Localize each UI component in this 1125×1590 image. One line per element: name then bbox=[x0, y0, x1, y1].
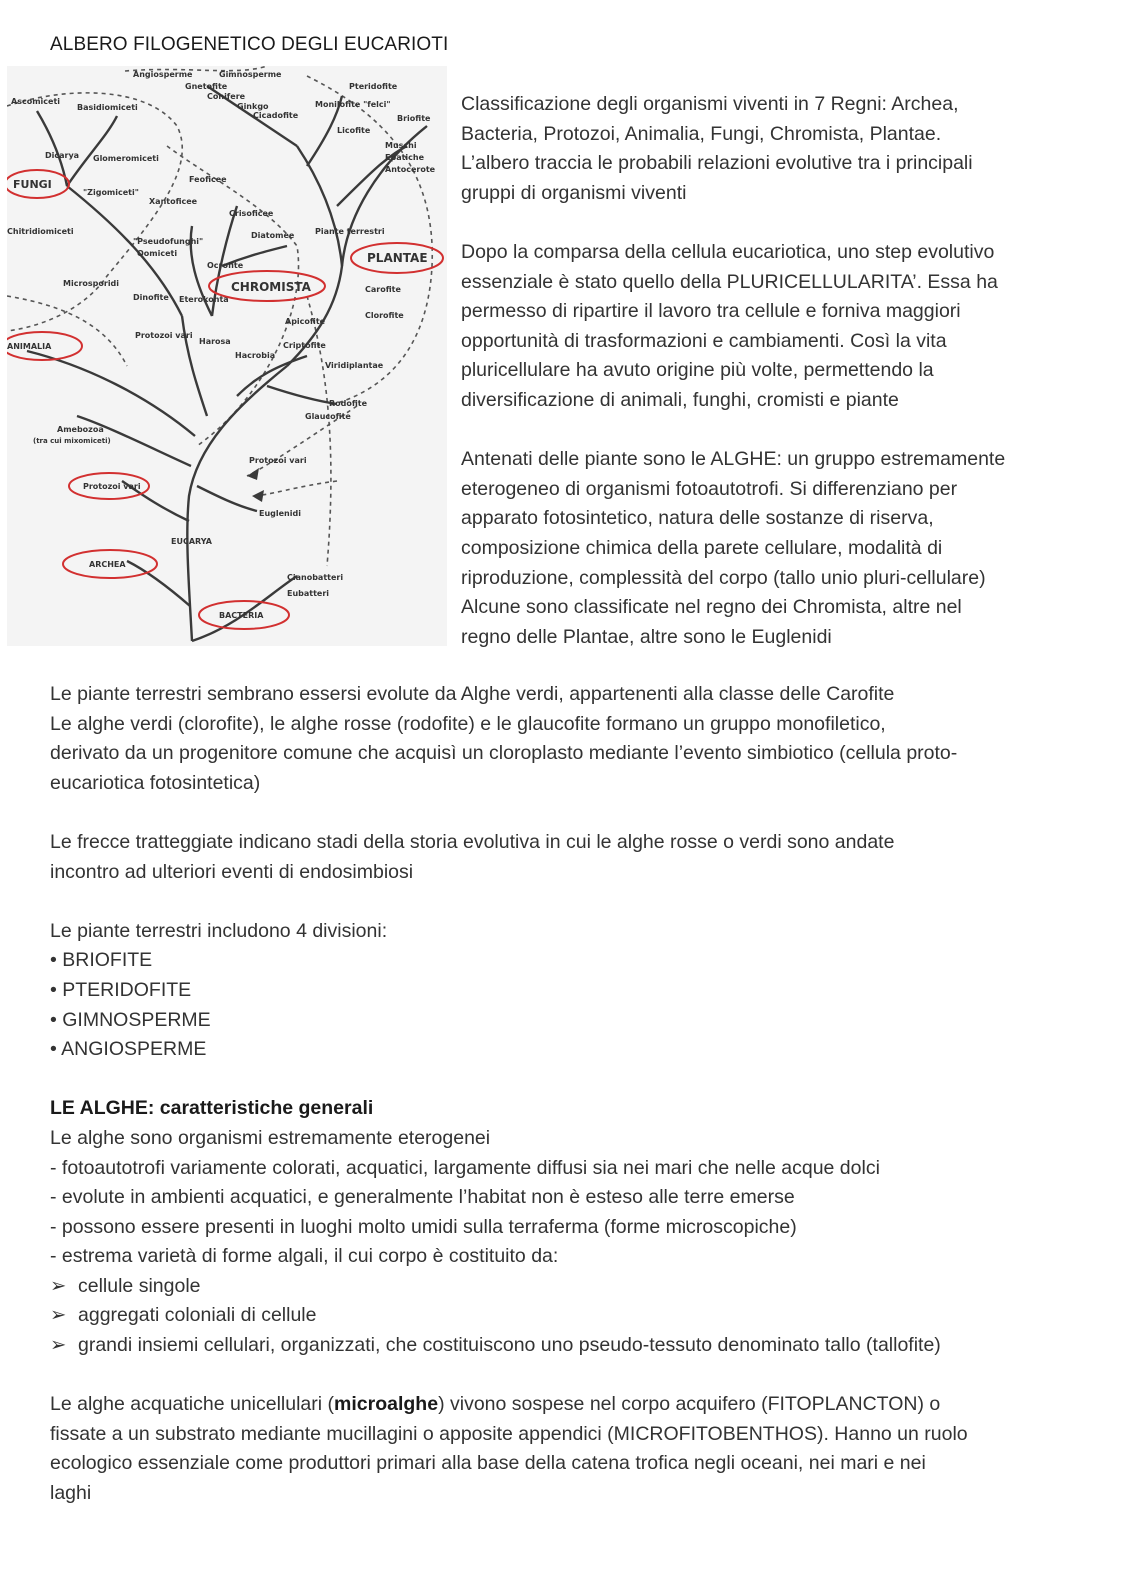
label-xantoficee: Xantoficee bbox=[149, 197, 198, 206]
label-protozoi-vari-mid: Protozoi vari bbox=[249, 456, 307, 465]
label-conifere: Conifere bbox=[207, 92, 246, 101]
label-muschi: Muschi bbox=[385, 141, 417, 150]
section-alghe bbox=[50, 1094, 1090, 1360]
division-item: • BRIOFITE bbox=[50, 949, 153, 972]
intro-alghe bbox=[461, 445, 1081, 652]
label-glaucofite: Glaucofite bbox=[305, 412, 351, 421]
label-microsporidi: Microsporidi bbox=[63, 279, 120, 288]
text-line: fissate a un substrato mediante mucillagini o apposite appendici (MICROFITOBENTHOS). Hanno un ruolo bbox=[50, 1422, 968, 1445]
text-line: Dopo la comparsa della cellula eucariotica, uno step evolutivo bbox=[461, 240, 995, 263]
text-line: Le frecce tratteggiate indicano stadi della storia evolutiva in cui le alghe rosse o verdi sono andate bbox=[50, 830, 895, 853]
text-line bbox=[50, 1390, 1090, 1420]
label-ascomiceti: Ascomiceti bbox=[11, 97, 61, 106]
arrow-head-2 bbox=[252, 490, 264, 502]
label-apicofite: Apicofite bbox=[285, 317, 326, 326]
label-pteridofite: Pteridofite bbox=[349, 82, 398, 91]
label-amebozoa-sub: (tra cui mixomiceti) bbox=[33, 437, 111, 445]
label-oomiceti: Oomiceti bbox=[137, 249, 178, 258]
label-amebozoa: Amebozoa bbox=[57, 425, 104, 434]
label-animalia: ANIMALIA bbox=[7, 342, 52, 351]
branch-euglenidi bbox=[197, 486, 257, 511]
text-line: composizione chimica della parete cellulare, modalità di bbox=[461, 536, 943, 559]
label-carofite: Carofite bbox=[365, 285, 401, 294]
text-line: incontro ad ulteriori eventi di endosimbiosi bbox=[50, 860, 414, 883]
label-chitridiomiceti: Chitridiomiceti bbox=[7, 227, 74, 236]
text-line: opportunità di trasformazioni e cambiamenti. Così la vita bbox=[461, 329, 947, 352]
label-zigomiceti: "Zigomiceti" bbox=[83, 188, 139, 197]
text-line: regno delle Plantae, altre sono le Euglenidi bbox=[461, 625, 832, 648]
text-line: riproduzione, complessità del corpo (tallo unio pluri-cellulare) bbox=[461, 566, 986, 589]
text-line: permesso di ripartire il lavoro tra cellule e forniva maggiori bbox=[461, 300, 961, 323]
label-diatomee: Diatomee bbox=[251, 231, 295, 240]
label-dinofite: Dinofite bbox=[133, 293, 169, 302]
arrow-item-text: aggregati coloniali di cellule bbox=[78, 1304, 317, 1327]
text-line: Bacteria, Protozoi, Animalia, Fungi, Chromista, Plantae. bbox=[461, 122, 942, 145]
arrow-bullet-icon: ➢ bbox=[50, 1274, 67, 1297]
arrow-item-text: grandi insiemi cellulari, organizzati, che costituiscono uno pseudo-tessuto denominato tallo (tallofite) bbox=[78, 1334, 941, 1357]
arrow-head-1 bbox=[247, 468, 259, 480]
intro-classification bbox=[461, 90, 1081, 208]
label-cicadofite: Cicadofite bbox=[253, 111, 299, 120]
label-clorofite: Clorofite bbox=[365, 311, 404, 320]
label-criptofite: Criptofite bbox=[283, 341, 326, 350]
text-line: ecologico essenziale come produttori primari alla base della catena trofica negli oceani, nei mari e nei bbox=[50, 1452, 926, 1475]
arrow-bullet-icon: ➢ bbox=[50, 1304, 67, 1327]
label-archea: ARCHEA bbox=[89, 560, 126, 569]
text-line: Classificazione degli organismi viventi in 7 Regni: Archea, bbox=[461, 93, 959, 115]
dash-item: - evolute in ambienti acquatici, e generalmente l’habitat non è esteso alle terre emerse bbox=[50, 1186, 795, 1209]
label-rodofite: Rodofite bbox=[329, 399, 368, 408]
text-line: eterogeneo di organismi fotoautotrofi. Si differenziano per bbox=[461, 477, 958, 500]
label-basidiomiceti: Basidiomiceti bbox=[77, 103, 138, 112]
branch-land-plants bbox=[297, 146, 342, 266]
label-gnetofite: Gnetofite bbox=[185, 82, 228, 91]
label-feoficee: Feoficee bbox=[189, 175, 227, 184]
text-line: derivato da un progenitore comune che acquisì un cloroplasto mediante l’evento simbiotico (cellula proto- bbox=[50, 742, 958, 765]
label-ginkgo: Ginkgo bbox=[237, 102, 269, 111]
label-harosa: Harosa bbox=[199, 337, 231, 346]
body-text bbox=[50, 680, 1090, 1538]
arrow-dashed-1 bbox=[307, 296, 331, 566]
label-protozoi-vari-circled: Protozoi vari bbox=[83, 482, 141, 491]
label-fungi: FUNGI bbox=[13, 178, 52, 191]
paragraph-divisions bbox=[50, 917, 1090, 1065]
label-epatiche: Epatiche bbox=[385, 153, 425, 162]
branch-rodofite bbox=[267, 386, 337, 404]
divisions-intro: Le piante terrestri includono 4 divisioni: bbox=[50, 919, 388, 942]
label-dicarya: Dicarya bbox=[45, 151, 80, 160]
page-title: ALBERO FILOGENETICO DEGLI EUCARIOTI bbox=[50, 34, 449, 55]
text-line: essenziale è stato quello della PLURICELLULARITA’. Essa ha bbox=[461, 270, 998, 293]
label-eubatteri: Eubatteri bbox=[287, 589, 330, 598]
text-line: pluricellulare ha avuto origine più volte, permettendo la bbox=[461, 359, 934, 382]
label-cianobatteri: Cianobatteri bbox=[287, 573, 344, 582]
label-viridiplantae: Viridiplantae bbox=[325, 361, 384, 370]
text-line: Le alghe verdi (clorofite), le alghe rosse (rodofite) e le glaucofite formano un gruppo monofiletico, bbox=[50, 712, 886, 735]
label-licofite: Licofite bbox=[337, 126, 371, 135]
division-item: • GIMNOSPERME bbox=[50, 1008, 211, 1031]
text-fragment: ) vivono sospese nel corpo acquifero (FITOPLANCTON) o bbox=[438, 1393, 941, 1416]
arrow-item-text: cellule singole bbox=[78, 1274, 201, 1297]
label-eterokonta: Eterokonta bbox=[179, 295, 229, 304]
label-briofite: Briofite bbox=[397, 114, 431, 123]
label-euglenidi: Euglenidi bbox=[259, 509, 301, 518]
text-line: diversificazione di animali, funghi, cromisti e piante bbox=[461, 388, 899, 411]
dash-item: - possono essere presenti in luoghi molto umidi sulla terraferma (forme microscopiche) bbox=[50, 1215, 797, 1238]
arrow-dashed-3 bbox=[252, 481, 337, 496]
label-ocrofite: Ocrofite bbox=[207, 261, 244, 270]
arrow-bullet-icon: ➢ bbox=[50, 1334, 67, 1357]
label-protozoi-vari-top: Protozoi vari bbox=[135, 331, 193, 340]
text-line: Alcune sono classificate nel regno dei Chromista, altre nel bbox=[461, 596, 962, 619]
arrow-item bbox=[50, 1331, 1090, 1361]
label-hacrobia: Hacrobia bbox=[235, 351, 276, 360]
label-gimnosperme: Gimnosperme bbox=[219, 70, 282, 79]
dash-item: - estrema varietà di forme algali, il cui corpo è costituito da: bbox=[50, 1245, 559, 1268]
branch-archea bbox=[127, 561, 190, 606]
dash-item: - fotoautotrofi variamente colorati, acquatici, largamente diffusi sia nei mari che nelle acque dolci bbox=[50, 1156, 880, 1179]
label-monilofite: Monilofite "felci" bbox=[315, 100, 391, 109]
division-item: • PTERIDOFITE bbox=[50, 978, 192, 1001]
paragraph-microalghe bbox=[50, 1390, 1090, 1508]
branch-hacrobia bbox=[237, 356, 307, 396]
phylogenetic-tree-diagram bbox=[7, 66, 447, 646]
label-pseudofunghi: "Pseudofunghi" bbox=[133, 237, 204, 246]
text-line: gruppi di organismi viventi bbox=[461, 181, 687, 204]
text-line: Le piante terrestri sembrano essersi evolute da Alghe verdi, appartenenti alla classe delle Carofite bbox=[50, 683, 895, 705]
paragraph-carofite bbox=[50, 680, 1090, 798]
label-glomeromiceti: Glomeromiceti bbox=[93, 154, 159, 163]
text-line: apparato fotosintetico, natura delle sostanze di riserva, bbox=[461, 507, 934, 530]
label-eucarya: EUCARYA bbox=[171, 537, 212, 546]
paragraph-frecce bbox=[50, 828, 1090, 887]
arrow-item bbox=[50, 1301, 1090, 1331]
text-line: eucariotica fotosintetica) bbox=[50, 771, 261, 794]
microsporidi-boundary bbox=[7, 296, 127, 366]
label-plantae: PLANTAE bbox=[367, 251, 428, 265]
intro-text bbox=[461, 90, 1081, 682]
arrow-item bbox=[50, 1272, 1090, 1302]
label-angiosperme: Angiosperme bbox=[133, 70, 193, 79]
label-chromista: CHROMISTA bbox=[231, 280, 311, 294]
text-fragment-bold: microalghe bbox=[334, 1393, 439, 1416]
text-line: L’albero traccia le probabili relazioni evolutive tra i principali bbox=[461, 152, 973, 175]
text-line: Antenati delle piante sono le ALGHE: un gruppo estremamente bbox=[461, 448, 1006, 471]
label-crisoficee: Crisoficee bbox=[229, 209, 274, 218]
section-heading: LE ALGHE: caratteristiche generali bbox=[50, 1097, 374, 1120]
branch-animalia bbox=[27, 351, 195, 436]
label-piante-terrestri: Piante terrestri bbox=[315, 227, 385, 236]
text-line: Le alghe sono organismi estremamente eterogenei bbox=[50, 1126, 491, 1149]
text-line: laghi bbox=[50, 1482, 92, 1505]
text-fragment: Le alghe acquatiche unicellulari ( bbox=[50, 1393, 335, 1416]
label-antocerote: Antocerote bbox=[385, 165, 436, 174]
division-item: • ANGIOSPERME bbox=[50, 1038, 207, 1061]
label-bacteria: BACTERIA bbox=[219, 611, 264, 620]
intro-pluricellularity bbox=[461, 238, 1081, 416]
phylogenetic-tree-figure bbox=[7, 66, 447, 646]
branch-bacteria bbox=[192, 576, 297, 641]
